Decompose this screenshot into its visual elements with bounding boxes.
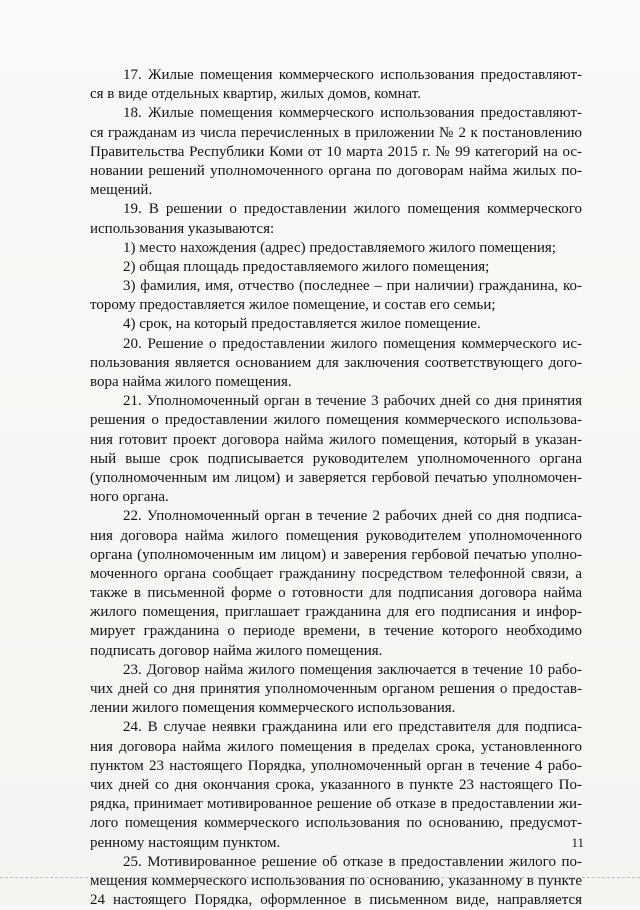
text-line: ния готовит проект договора найма жилого помещения, который в указан- [90, 431, 582, 448]
text-line: чих дней со дня принятия уполномоченным органом решения о предостав- [90, 681, 582, 697]
text-line: новании решений уполномоченного органа по договорам найма жилых по- [90, 162, 582, 179]
text-line: лении жилого помещения коммерческого использования. [90, 700, 456, 717]
text-line: 2) общая площадь предоставляемого жилого помещения; [123, 258, 490, 275]
text-line: 25. Мотивированное решение об отказе в предоставлении жилого по- [123, 853, 582, 870]
text-line: 19. В решении о предоставлении жилого помещения коммерческого [123, 201, 582, 218]
text-line: лого помещения коммерческого использования по основанию, предусмот- [90, 815, 582, 832]
text-line: пользования является основанием для заключения соответствующего дого- [90, 354, 582, 371]
text-line: моченного органа сообщает гражданину посредством телефонной связи, а [90, 565, 582, 582]
document-body [90, 66, 582, 910]
text-line: рядка, принимает мотивированное решение об отказе в предоставлении жи- [90, 796, 582, 813]
text-line: ния договора найма жилого помещения в пределах срока, установленного [90, 738, 582, 755]
text-line: использования указываются: [90, 220, 275, 237]
text-line: мещений. [90, 182, 153, 199]
text-line: 24 настоящего Порядка, оформленное в письменном виде, направляется [90, 892, 582, 909]
text-line: мирует гражданина о периоде времени, в течение которого необходимо [90, 623, 582, 640]
text-line: Правительства Республики Коми от 10 марта 2015 г. № 99 категорий на ос- [90, 143, 582, 160]
text-line: 20. Решение о предоставлении жилого помещения коммерческого ис- [123, 335, 582, 352]
text-line: 3) фамилия, имя, отчество (последнее – при наличии) гражданина, ко- [123, 278, 582, 295]
scan-edge [0, 877, 640, 878]
text-line: 17. Жилые помещения коммерческого использования предоставляют- [123, 67, 582, 83]
text-line: 18. Жилые помещения коммерческого использования предоставляют- [123, 105, 582, 122]
text-line: чих дней со дня окончания срока, указанного в пункте 23 настоящего По- [90, 776, 582, 793]
page-number: 11 [571, 835, 584, 850]
text-line: ный выше срок подписывается руководителем уполномоченного органа [90, 450, 582, 467]
text-line: мещения коммерческого использования по основанию, указанному в пункте [90, 872, 582, 889]
text-line: вора найма жилого помещения. [90, 374, 292, 390]
text-line: 24. В случае неявки гражданина или его представителя для подписа- [123, 719, 582, 736]
text-line: жилого помещения, приглашает гражданина для его подписания и инфор- [90, 604, 582, 621]
text-line: (уполномоченным им лицом) и заверяется гербовой печатью уполномочен- [90, 469, 582, 486]
text-line: 1) место нахождения (адрес) предоставляемого жилого помещения; [123, 239, 556, 256]
text-line: 21. Уполномоченный орган в течение 3 рабочих дней со дня принятия [123, 393, 582, 410]
text-line: органа (уполномоченным им лицом) и заверения гербовой печатью уполно- [90, 546, 582, 563]
text-line: 4) срок, на который предоставляется жилое помещение. [123, 316, 481, 333]
text-line: ся в виде отдельных квартир, жилых домов, комнат. [90, 86, 421, 103]
text-line: ного органа. [90, 489, 169, 506]
text-line: решения о предоставлении жилого помещения коммерческого использова- [90, 412, 582, 429]
text-line: подписать договор найма жилого помещения. [90, 642, 383, 659]
text-line: 22. Уполномоченный орган в течение 2 рабочих дней со дня подписа- [123, 508, 582, 525]
text-line: ния договора найма жилого помещения руководителем уполномоченного [90, 527, 582, 544]
text-line: торому предоставляется жилое помещение, и состав его семьи; [90, 297, 496, 314]
text-line: пунктом 23 настоящего Порядка, уполномоченный орган в течение 4 рабо- [90, 757, 582, 774]
text-line: также в письменной форме о готовности для подписания договора найма [90, 585, 582, 602]
text-line: ся гражданам из числа перечисленных в приложении № 2 к постановлению [90, 124, 582, 141]
text-line: 23. Договор найма жилого помещения заключается в течение 10 рабо- [123, 661, 582, 678]
text-line: ренному настоящим пунктом. [90, 834, 281, 851]
